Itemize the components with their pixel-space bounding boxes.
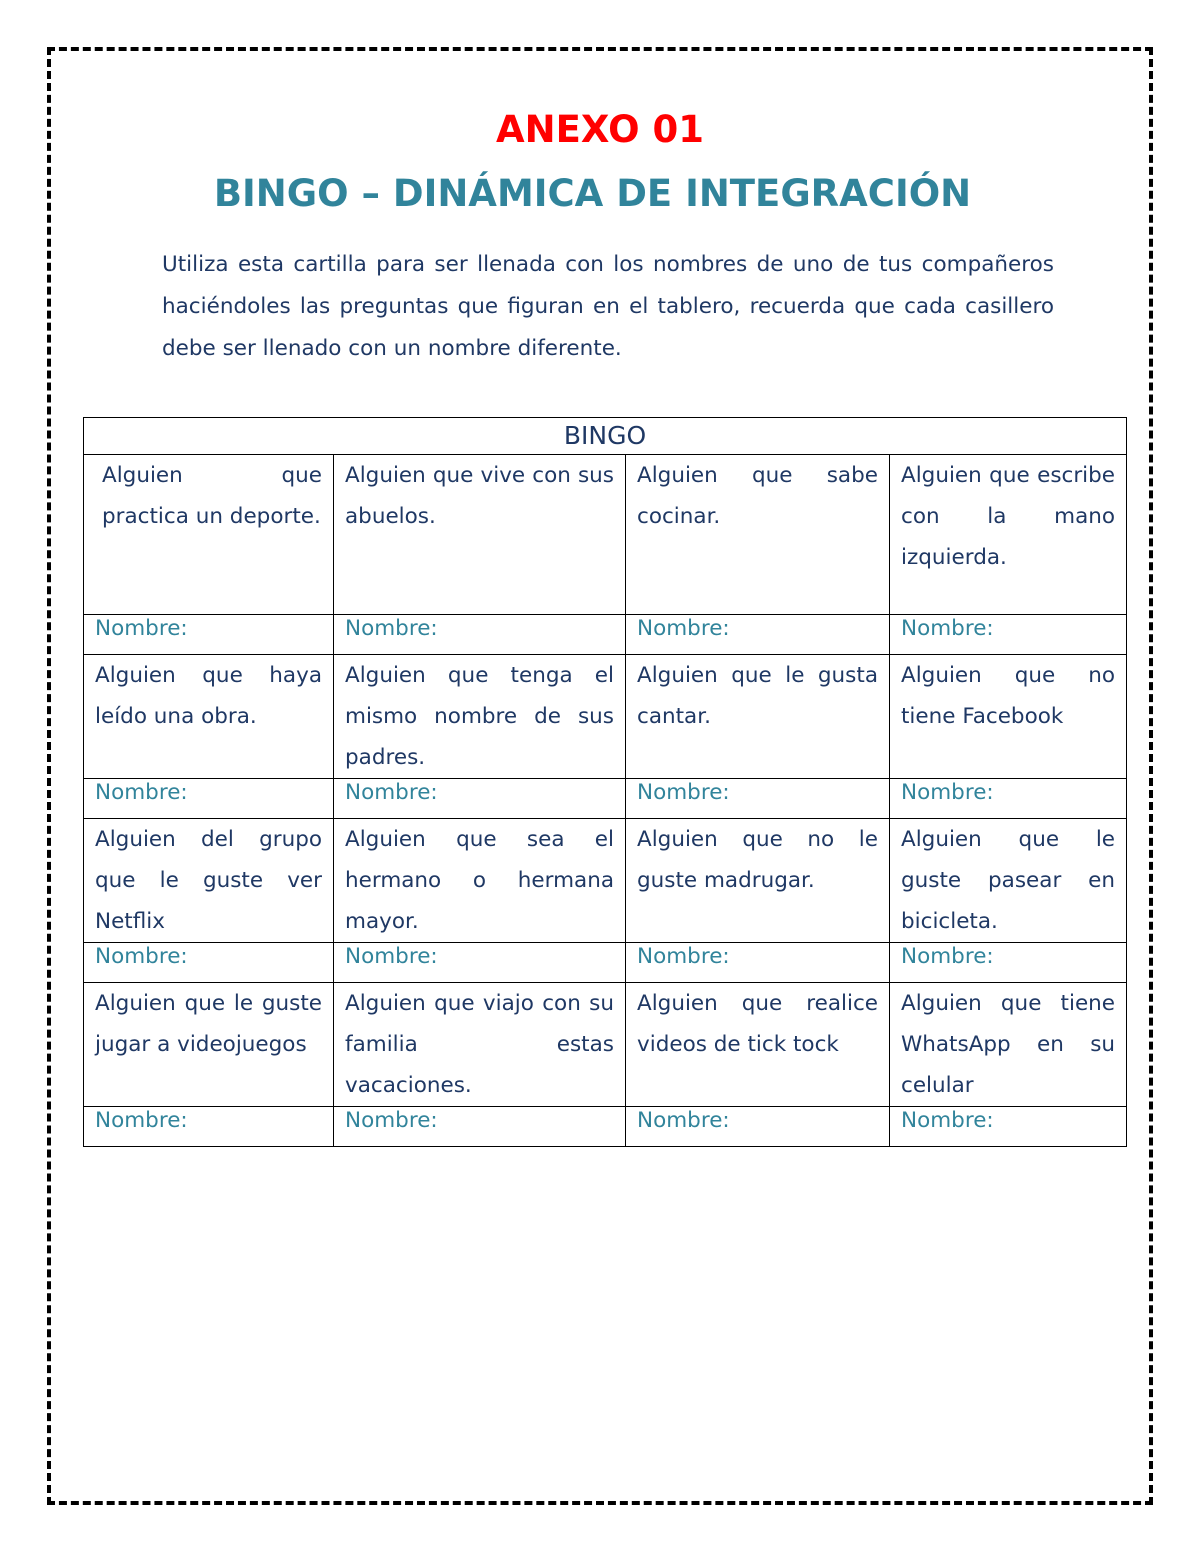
bingo-name-row (84, 1107, 1127, 1147)
bingo-question-row (84, 655, 1127, 779)
name-field[interactable]: Nombre: (890, 779, 1127, 819)
bingo-question-cell: Alguien que tiene WhatsApp en su celular (890, 983, 1127, 1107)
intro-paragraph: Utiliza esta cartilla para ser llenada con los nombres de uno de tus compañeros haciéndoles las preguntas que figuran en el tablero, recuerda que cada casillero debe ser llenado con un nombre diferente. (162, 252, 1054, 361)
name-field[interactable]: Nombre: (334, 615, 626, 655)
bingo-question-row (84, 455, 1127, 615)
bingo-question-cell: Alguien que le guste jugar a videojuegos (84, 983, 334, 1107)
annex-title: ANEXO 01 (496, 108, 704, 151)
bingo-table (83, 417, 1127, 1147)
name-field[interactable]: Nombre: (626, 779, 890, 819)
name-field[interactable]: Nombre: (84, 779, 334, 819)
bingo-name-row (84, 779, 1127, 819)
name-field[interactable]: Nombre: (890, 615, 1127, 655)
bingo-question-cell: Alguien del grupo que le guste ver Netflix (84, 819, 334, 943)
name-field[interactable]: Nombre: (84, 943, 334, 983)
bingo-question-cell: Alguien que tenga el mismo nombre de sus padres. (334, 655, 626, 779)
bingo-question-cell: Alguien que no tiene Facebook (890, 655, 1127, 779)
bingo-question-cell: Alguien que le gusta cantar. (626, 655, 890, 779)
bingo-question-cell: Alguien que vive con sus abuelos. (334, 455, 626, 615)
bingo-question-cell: Alguien que no le guste madrugar. (626, 819, 890, 943)
name-field[interactable]: Nombre: (626, 615, 890, 655)
bingo-question-cell: Alguien que sea el hermano o hermana mayor. (334, 819, 626, 943)
name-field[interactable]: Nombre: (334, 779, 626, 819)
name-field[interactable]: Nombre: (890, 943, 1127, 983)
name-field[interactable]: Nombre: (890, 1107, 1127, 1147)
name-field[interactable]: Nombre: (84, 1107, 334, 1147)
bingo-question-row (84, 819, 1127, 943)
name-field[interactable]: Nombre: (84, 615, 334, 655)
bingo-question-cell: Alguien que le guste pasear en bicicleta. (890, 819, 1127, 943)
bingo-question-cell: Alguien que escribe con la mano izquierda. (890, 455, 1127, 615)
name-field[interactable]: Nombre: (334, 1107, 626, 1147)
bingo-question-cell: Alguien que haya leído una obra. (84, 655, 334, 779)
name-field[interactable]: Nombre: (334, 943, 626, 983)
name-field[interactable]: Nombre: (626, 1107, 890, 1147)
bingo-question-cell: Alguien que viajo con su familia estas vacaciones. (334, 983, 626, 1107)
main-title: BINGO – DINÁMICA DE INTEGRACIÓN (213, 172, 972, 215)
bingo-table-header: BINGO (84, 418, 1127, 455)
bingo-question-row (84, 983, 1127, 1107)
bingo-question-cell: Alguien que practica un deporte. (84, 455, 334, 615)
name-field[interactable]: Nombre: (626, 943, 890, 983)
bingo-name-row (84, 615, 1127, 655)
bingo-name-row (84, 943, 1127, 983)
bingo-question-cell: Alguien que sabe cocinar. (626, 455, 890, 615)
bingo-question-cell: Alguien que realice videos de tick tock (626, 983, 890, 1107)
